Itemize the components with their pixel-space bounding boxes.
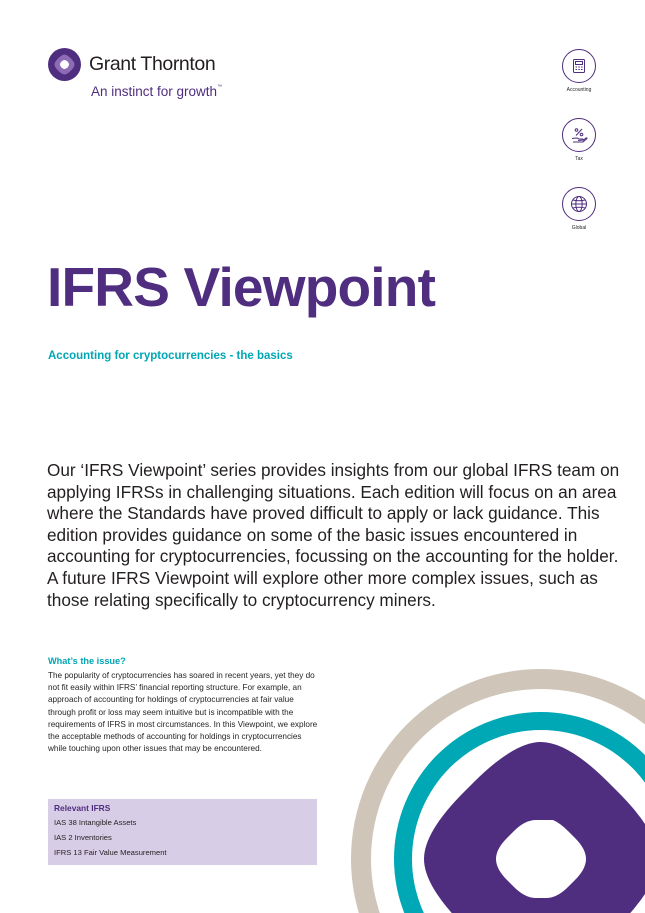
logo-wordmark: Grant Thornton [89,53,216,75]
intro-paragraph: Our ‘IFRS Viewpoint’ series provides insights from our global IFRS team on applying IFRSs in challenging situations. Each edition will focus on an area where the Standards have proved difficult to apply or lack guidance. This edition provides guidance on some of the basic issues encountered in accounting for cryptocurrencies, focussing on the accounting for the holder. A future IFRS Viewpoint will explore other more complex issues, such as those relating specifically to cryptocurrency miners. [47,460,620,610]
tax-category [562,118,596,162]
tax-label: Tax [575,156,583,162]
issue-heading: What’s the issue? [48,656,126,666]
logo-tagline: An instinct for growth™ [91,84,223,99]
relevant-ifrs-heading: Relevant IFRS [54,803,111,813]
relevant-ifrs-item: IAS 2 Inventories [54,833,112,842]
global-category [562,187,596,231]
globe-icon [562,187,596,221]
accounting-label: Accounting [566,87,592,93]
relevant-ifrs-box [48,799,317,865]
grant-thornton-logo-mark-icon [48,48,81,81]
issue-body: The popularity of cryptocurrencies has soared in recent years, yet they do not fit easily within IFRS’ financial reporting structure. For example, an approach of accounting for holdings of cryptocurrencies at fair value through profit or loss may seem intuitive but is incompatible with the requirements of IFRS in most circumstances. In this Viewpoint, we explore the acceptable methods of accounting for holdings in cryptocurrencies while touching upon other issues that may be encountered. [48,671,318,754]
relevant-ifrs-item: IFRS 13 Fair Value Measurement [54,848,167,857]
global-label: Global [571,225,587,231]
accounting-category [562,49,596,93]
relevant-ifrs-item: IAS 38 Intangible Assets [54,818,137,827]
page-title: IFRS Viewpoint [47,256,436,318]
page-subtitle: Accounting for cryptocurrencies - the basics [48,350,293,362]
percent-hand-icon [562,118,596,152]
trademark-symbol: ™ [217,84,223,90]
calculator-icon [562,49,596,83]
